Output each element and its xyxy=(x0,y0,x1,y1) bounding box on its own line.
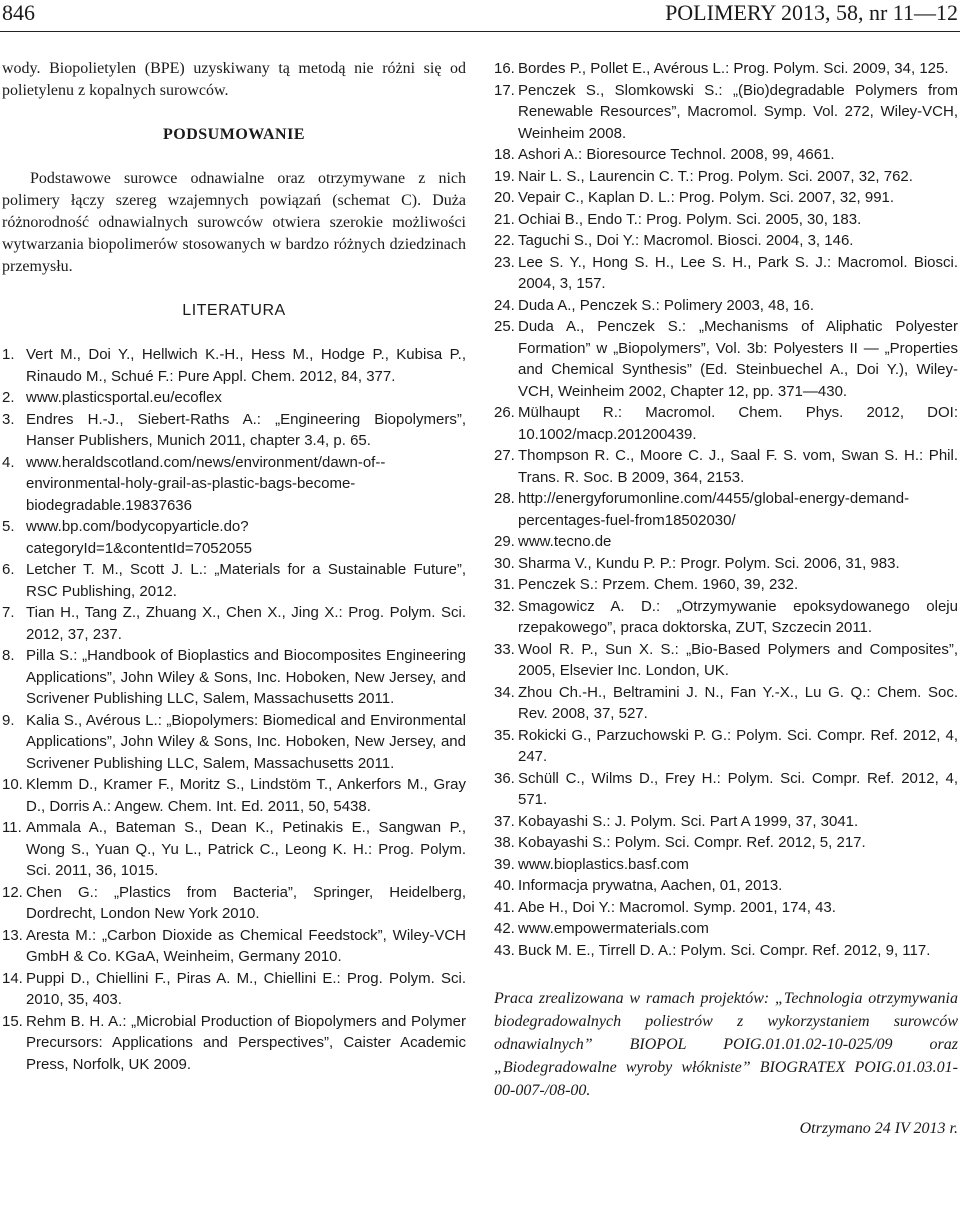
reference-item xyxy=(494,639,958,682)
reference-number: 26. xyxy=(494,404,515,421)
reference-text: www.bioplastics.basf.com xyxy=(518,855,689,873)
reference-item xyxy=(494,832,958,854)
reference-number: 37. xyxy=(494,812,515,830)
reference-number: 19. xyxy=(494,167,515,185)
reference-text: Abe H., Doi Y.: Macromol. Symp. 2001, 174, 43. xyxy=(518,898,836,916)
reference-text: www.tecno.de xyxy=(518,533,612,550)
reference-text: Bordes P., Pollet E., Avérous L.: Prog. Polym. Sci. 2009, 34, 125. xyxy=(518,60,949,77)
reference-item xyxy=(494,682,958,725)
reference-list-right xyxy=(494,58,958,961)
reference-item xyxy=(494,295,958,317)
reference-item xyxy=(2,817,466,882)
reference-text: Thompson R. C., Moore C. J., Saal F. S. vom, Swan S. H.: Phil. Trans. R. Soc. B 2009, 364, 2153. xyxy=(518,447,958,486)
reference-item xyxy=(494,811,958,833)
header-rule xyxy=(0,31,960,32)
acknowledgement-paragraph: Praca zrealizowana w ramach projektów: „Technologia otrzymywania biodegradowalnych poliestrów z wykorzystaniem surowców odnawialnych” BIOPOL POIG.01.01.02-10-025/09 oraz „Biodegradowalne wyroby włókniste” BIOGRATEX POIG.01.03.01-00-007-/08-00. xyxy=(494,990,958,1099)
reference-text: www.bp.com/bodycopyarticle.do?categoryId=1&contentId=7052055 xyxy=(26,518,253,557)
reference-number: 38. xyxy=(494,834,515,851)
reference-number: 2. xyxy=(2,389,15,406)
page-number: 846 xyxy=(2,0,35,25)
reference-item xyxy=(494,875,958,897)
reference-text: Rehm B. H. A.: „Microbial Production of Biopolymers and Polymer Precursors: Applications and Perspectives”, Caister Academic Press, Norfolk, UK 2009. xyxy=(26,1012,466,1073)
reference-item xyxy=(494,80,958,145)
reference-text: Kobayashi S.: J. Polym. Sci. Part A 1999, 37, 3041. xyxy=(518,812,859,830)
reference-number: 21. xyxy=(494,210,515,228)
reference-item xyxy=(2,344,466,387)
reference-text: Tian H., Tang Z., Zhuang X., Chen X., Jing X.: Prog. Polym. Sci. 2012, 37, 237. xyxy=(26,604,466,643)
reference-number: 14. xyxy=(2,969,23,987)
reference-text: Zhou Ch.-H., Beltramini J. N., Fan Y.-X., Lu G. Q.: Chem. Soc. Rev. 2008, 37, 527. xyxy=(518,683,958,722)
reference-item xyxy=(494,531,958,553)
reference-item xyxy=(494,574,958,596)
reference-number: 9. xyxy=(2,711,15,729)
reference-text: www.empowermaterials.com xyxy=(518,920,709,937)
reference-number: 31. xyxy=(494,576,515,593)
reference-text: Penczek S., Slomkowski S.: „(Bio)degradable Polymers from Renewable Resources”, Macromol. Symp. Vol. 272, Wiley-VCH, Weinheim 2008. xyxy=(518,81,958,142)
reference-item xyxy=(2,645,466,710)
reference-item xyxy=(494,488,958,531)
reference-item xyxy=(2,602,466,645)
reference-text: Kobayashi S.: Polym. Sci. Compr. Ref. 2012, 5, 217. xyxy=(518,834,866,851)
reference-number: 13. xyxy=(2,926,23,944)
reference-item xyxy=(494,209,958,231)
reference-number: 32. xyxy=(494,597,515,615)
reference-number: 12. xyxy=(2,883,23,901)
reference-item xyxy=(2,387,466,409)
reference-text: Schüll C., Wilms D., Frey H.: Polym. Sci. Compr. Ref. 2012, 4, 571. xyxy=(518,769,958,808)
reference-text: Klemm D., Kramer F., Moritz S., Lindstöm T., Ankerfors M., Gray D., Dorris A.: Angew. Chem. Int. Ed. 2011, 50, 5438. xyxy=(26,776,466,815)
reference-number: 41. xyxy=(494,898,515,916)
reference-text: Duda A., Penczek S.: Polimery 2003, 48, 16. xyxy=(518,296,815,314)
reference-item xyxy=(494,402,958,445)
reference-number: 17. xyxy=(494,81,515,99)
reference-number: 36. xyxy=(494,769,515,787)
reference-text: Mülhaupt R.: Macromol. Chem. Phys. 2012, DOI: 10.1002/macp.201200439. xyxy=(518,404,958,443)
reference-number: 27. xyxy=(494,447,515,464)
left-column xyxy=(2,58,466,1075)
reference-text: Lee S. Y., Hong S. H., Lee S. H., Park S. J.: Macromol. Biosci. 2004, 3, 157. xyxy=(518,253,958,292)
reference-number: 33. xyxy=(494,640,515,658)
reference-number: 35. xyxy=(494,726,515,744)
reference-number: 5. xyxy=(2,518,15,535)
reference-number: 28. xyxy=(494,490,515,507)
reference-text: Rokicki G., Parzuchowski P. G.: Polym. Sci. Compr. Ref. 2012, 4, 247. xyxy=(518,726,958,765)
reference-text: Pilla S.: „Handbook of Bioplastics and Biocomposites Engineering Applications”, John Wiley & Sons, Inc. Hoboken, New Jersey, and Scrivener Publishing LLC, Salem, Massachusetts 2011. xyxy=(26,647,466,707)
reference-number: 30. xyxy=(494,554,515,572)
reference-text: Ochiai B., Endo T.: Prog. Polym. Sci. 2005, 30, 183. xyxy=(518,210,862,228)
reference-number: 7. xyxy=(2,604,15,621)
reference-item xyxy=(494,252,958,295)
reference-text: Vert M., Doi Y., Hellwich K.-H., Hess M., Hodge P., Kubisa P., Rinaudo M., Schué F.: Pure Appl. Chem. 2012, 84, 377. xyxy=(26,346,466,385)
reference-item xyxy=(2,452,466,517)
reference-number: 25. xyxy=(494,318,515,335)
reference-item xyxy=(494,854,958,876)
reference-number: 18. xyxy=(494,146,515,163)
reference-item xyxy=(494,725,958,768)
reference-item xyxy=(2,1011,466,1076)
reference-item xyxy=(494,897,958,919)
reference-text: http://energyforumonline.com/4455/global-energy-demand-percentages-fuel-from18502030/ xyxy=(518,490,910,529)
reference-number: 6. xyxy=(2,561,15,578)
reference-item xyxy=(494,553,958,575)
reference-text: Ammala A., Bateman S., Dean K., Petinakis E., Sangwan P., Wong S., Yuan Q., Yu L., Patrick C., Leong K. H.: Prog. Polym. Sci. 2011, 36, 1015. xyxy=(26,819,466,879)
reference-item xyxy=(494,918,958,940)
reference-text: Penczek S.: Przem. Chem. 1960, 39, 232. xyxy=(518,576,799,593)
reference-number: 22. xyxy=(494,232,515,249)
reference-number: 1. xyxy=(2,346,15,363)
reference-item xyxy=(2,710,466,775)
summary-heading: PODSUMOWANIE xyxy=(162,126,305,143)
reference-text: Smagowicz A. D.: „Otrzymywanie epoksydowanego oleju rzepakowego”, praca doktorska, ZUT, Szczecin 2011. xyxy=(518,597,958,636)
reference-number: 39. xyxy=(494,855,515,873)
reference-item xyxy=(494,316,958,402)
reference-number: 40. xyxy=(494,877,515,894)
reference-number: 43. xyxy=(494,941,515,959)
reference-item xyxy=(494,230,958,252)
reference-text: Buck M. E., Tirrell D. A.: Polym. Sci. Compr. Ref. 2012, 9, 117. xyxy=(518,941,931,959)
reference-item xyxy=(494,144,958,166)
reference-number: 8. xyxy=(2,647,15,664)
reference-number: 15. xyxy=(2,1012,23,1030)
reference-item xyxy=(494,187,958,209)
reference-number: 4. xyxy=(2,453,15,471)
reference-item xyxy=(494,58,958,80)
reference-list-left xyxy=(2,344,466,1075)
intro-paragraph: wody. Biopolietylen (BPE) uzyskiwany tą metodą nie różni się od polietylenu z kopalnych surowców. xyxy=(2,60,466,99)
reference-number: 20. xyxy=(494,189,515,206)
reference-item xyxy=(2,774,466,817)
reference-text: Aresta M.: „Carbon Dioxide as Chemical Feedstock”, Wiley-VCH GmbH & Co. KGaA, Weinheim, Germany 2010. xyxy=(26,926,466,965)
reference-number: 10. xyxy=(2,776,23,793)
received-date: Otrzymano 24 IV 2013 r. xyxy=(799,1120,958,1137)
reference-item xyxy=(494,940,958,962)
reference-item xyxy=(494,596,958,639)
right-column xyxy=(494,58,958,1140)
reference-number: 34. xyxy=(494,683,515,701)
reference-number: 24. xyxy=(494,296,515,314)
reference-number: 42. xyxy=(494,920,515,937)
reference-item xyxy=(494,445,958,488)
reference-number: 29. xyxy=(494,533,515,550)
reference-text: Sharma V., Kundu P. P.: Progr. Polym. Sci. 2006, 31, 983. xyxy=(518,554,900,572)
reference-number: 23. xyxy=(494,253,515,271)
reference-text: www.plasticsportal.eu/ecoflex xyxy=(26,389,222,406)
reference-text: Kalia S., Avérous L.: „Biopolymers: Biomedical and Environmental Applications”, John Wiley & Sons, Inc. Hoboken, New Jersey, and Scrivener Publishing LLC, Salem, Massachusetts 2011. xyxy=(26,711,466,772)
reference-text: Chen G.: „Plastics from Bacteria”, Springer, Heidelberg, Dordrecht, London New York 2010. xyxy=(26,883,466,922)
reference-item xyxy=(2,559,466,602)
reference-item xyxy=(494,768,958,811)
reference-text: Wool R. P., Sun X. S.: „Bio-Based Polymers and Composites”, 2005, Elsevier Inc. London, UK. xyxy=(518,640,958,679)
reference-item xyxy=(494,166,958,188)
reference-text: Puppi D., Chiellini F., Piras A. M., Chiellini E.: Prog. Polym. Sci. 2010, 35, 403. xyxy=(26,969,466,1008)
reference-text: Taguchi S., Doi Y.: Macromol. Biosci. 2004, 3, 146. xyxy=(518,232,854,249)
reference-text: Vepair C., Kaplan D. L.: Prog. Polym. Sci. 2007, 32, 991. xyxy=(518,189,895,206)
reference-number: 11. xyxy=(2,819,22,836)
literature-heading: LITERATURA xyxy=(182,302,286,319)
reference-text: Endres H.-J., Siebert-Raths A.: „Engineering Biopolymers”, Hanser Publishers, Munich 2011, chapter 3.4, p. 65. xyxy=(26,410,466,449)
journal-citation: POLIMERY 2013, 58, nr 11—12 xyxy=(665,0,958,25)
reference-item xyxy=(2,968,466,1011)
reference-item xyxy=(2,516,466,559)
summary-paragraph: Podstawowe surowce odnawialne oraz otrzymywane z nich polimery łączy szereg wzajemnych powiązań (schemat C). Duża różnorodność odnawialnych surowców otwiera szerokie możliwości wytwarzania biopolimerów stosowanych w bardzo różnych dziedzinach przemysłu. xyxy=(2,170,466,275)
reference-item xyxy=(2,409,466,452)
reference-text: www.heraldscotland.com/news/environment/dawn-of--environmental-holy-grail-as-plastic-bags-become-biodegradable.19837636 xyxy=(26,453,386,514)
reference-number: 3. xyxy=(2,410,15,428)
reference-item xyxy=(2,925,466,968)
reference-text: Nair L. S., Laurencin C. T.: Prog. Polym. Sci. 2007, 32, 762. xyxy=(518,167,913,185)
reference-text: Informacja prywatna, Aachen, 01, 2013. xyxy=(518,877,783,894)
running-header xyxy=(0,0,960,30)
reference-text: Duda A., Penczek S.: „Mechanisms of Aliphatic Polyester Formation” w „Biopolymers”, Vol. 3b: Polyesters II — „Properties and Chemical Synthesis” (Ed. Steinbuechel A., Doi Y.), Wiley-VCH, Weinheim 2002, Chapter 12, pp. 371—430. xyxy=(518,318,958,400)
reference-number: 16. xyxy=(494,60,515,77)
reference-item xyxy=(2,882,466,925)
reference-text: Letcher T. M., Scott J. L.: „Materials for a Sustainable Future”, RSC Publishing, 2012. xyxy=(26,561,466,600)
reference-text: Ashori A.: Bioresource Technol. 2008, 99, 4661. xyxy=(518,146,835,163)
